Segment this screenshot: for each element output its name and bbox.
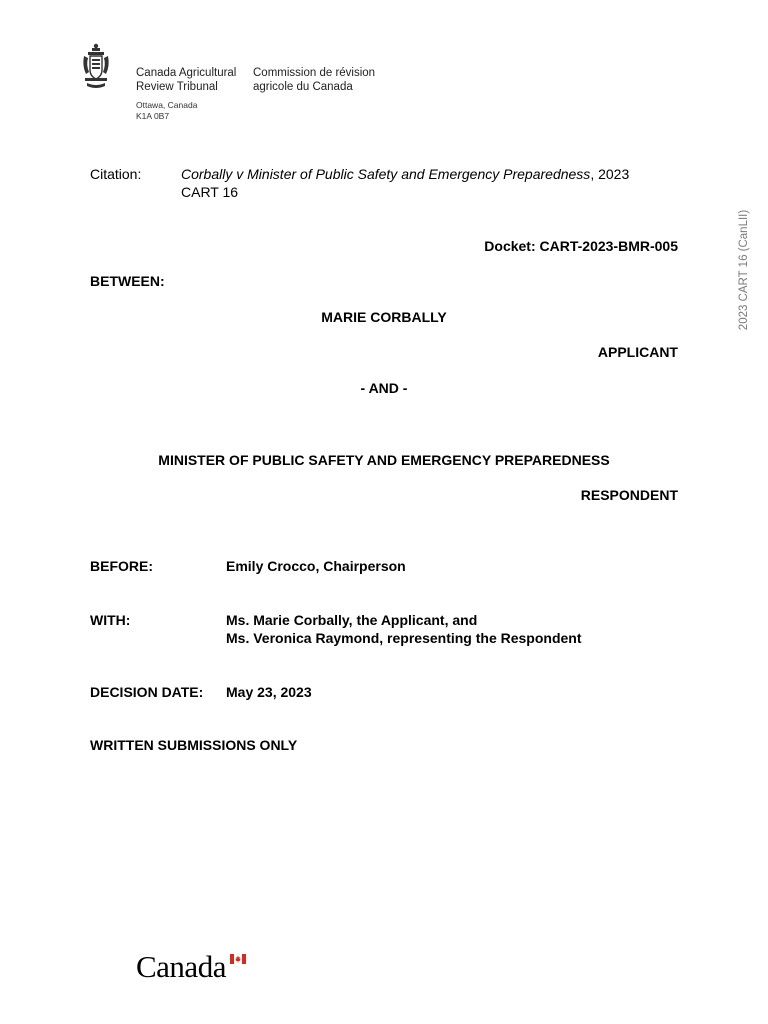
coat-of-arms-icon	[82, 42, 110, 98]
respondent-name: MINISTER OF PUBLIC SAFETY AND EMERGENCY PREPAREDNESS	[158, 452, 610, 468]
with-value	[226, 611, 582, 647]
case-name: Corbally v Minister of Public Safety and Emergency Preparedness	[181, 166, 591, 182]
tribunal-name-french	[253, 66, 375, 94]
with-line2: Ms. Veronica Raymond, representing the Respondent	[226, 630, 582, 646]
before-label: BEFORE:	[90, 558, 153, 574]
and-separator: - AND -	[360, 380, 408, 396]
org-fr-line2: agricole du Canada	[253, 81, 353, 93]
citation-number: CART 16	[181, 184, 239, 200]
applicant-name: MARIE CORBALLY	[321, 309, 447, 325]
docket-number: Docket: CART-2023-BMR-005	[484, 238, 678, 254]
address-line1: Ottawa, Canada	[136, 100, 198, 110]
with-line1: Ms. Marie Corbally, the Applicant, and	[226, 612, 478, 628]
canada-flag-icon	[230, 954, 246, 964]
decision-date-value: May 23, 2023	[226, 684, 312, 700]
org-en-line2: Review Tribunal	[136, 81, 218, 93]
respondent-role: RESPONDENT	[580, 487, 678, 503]
with-label: WITH:	[90, 612, 131, 628]
address-line2: K1A 0B7	[136, 111, 170, 121]
decision-date-label: DECISION DATE:	[90, 684, 204, 700]
before-value: Emily Crocco, Chairperson	[226, 558, 406, 574]
citation-text	[181, 165, 681, 201]
tribunal-address	[136, 100, 197, 122]
org-fr-line1: Commission de révision	[253, 67, 376, 79]
org-en-line1: Canada Agricultural	[136, 67, 237, 79]
tribunal-name-english	[136, 66, 236, 94]
canada-wordmark: Canada	[136, 949, 226, 984]
citation-label: Citation:	[90, 166, 142, 182]
canlii-watermark: 2023 CART 16 (CanLII)	[738, 209, 750, 331]
between-label: BETWEEN:	[90, 273, 165, 289]
written-submissions-note: WRITTEN SUBMISSIONS ONLY	[90, 737, 298, 753]
citation-year: , 2023	[590, 166, 630, 182]
applicant-role: APPLICANT	[597, 344, 678, 360]
